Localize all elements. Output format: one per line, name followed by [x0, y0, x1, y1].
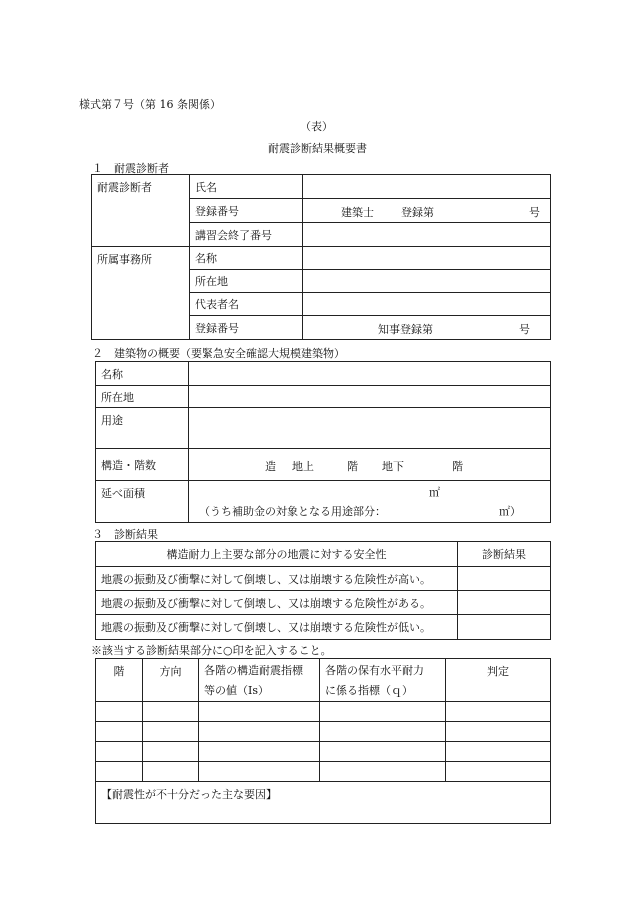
is-header-line1: 各階の構造耐震指標 [204, 664, 303, 677]
reg-dai-label: 登録第 [401, 206, 434, 219]
q-header-line2: に係る指標（ｑ） [325, 684, 413, 697]
page-title: 耐震診断結果概要書 [268, 142, 367, 155]
kai1-label: 階 [347, 460, 358, 473]
office-reg-no-label: 登録番号 [190, 316, 303, 340]
reg-no-label: 登録番号 [190, 199, 303, 223]
reg-no-field[interactable] [303, 199, 551, 223]
name-field[interactable] [303, 175, 551, 199]
form-number: 様式第７号（第 16 条関係） [79, 98, 221, 111]
diagnoser-label: 耐震診断者 [92, 175, 190, 247]
building-name-label: 名称 [96, 362, 189, 386]
q-header-line1: 各階の保有水平耐力 [325, 664, 424, 677]
name-label: 氏名 [190, 175, 303, 199]
representative-field[interactable] [303, 293, 551, 316]
judgment-column-header: 判定 [446, 659, 551, 702]
floor-cell[interactable] [96, 722, 143, 742]
floor-cell[interactable] [96, 762, 143, 782]
building-address-field[interactable] [189, 386, 551, 408]
use-label: 用途 [96, 408, 189, 449]
note-text: ※該当する診断結果部分に○印を記入すること。 [91, 644, 332, 657]
judgment-cell[interactable] [446, 722, 551, 742]
q-column-header [320, 659, 446, 702]
building-name-field[interactable] [189, 362, 551, 386]
section-3-heading: ３ 診断結果 [92, 528, 158, 541]
office-address-field[interactable] [303, 270, 551, 293]
result-row-some: 地震の振動及び衝撃に対して倒壊し、又は崩壊する危険性がある。 [96, 591, 458, 615]
governor-reg-label: 知事登録第 [378, 323, 433, 336]
structure-label: 構造・階数 [96, 449, 189, 481]
is-column-header [199, 659, 320, 702]
direction-cell[interactable] [143, 722, 199, 742]
judgment-cell[interactable] [446, 762, 551, 782]
main-factor-cell[interactable]: 【耐震性が不十分だった主な要因】 [96, 782, 551, 824]
m2-close-label: ㎡） [499, 505, 521, 518]
judgment-cell[interactable] [446, 742, 551, 762]
result-row-high: 地震の振動及び衝撃に対して倒壊し、又は崩壊する危険性が高い。 [96, 567, 458, 591]
chika-label: 地下 [382, 460, 404, 473]
office-reg-no-field[interactable] [303, 316, 551, 340]
floor-column-header: 階 [96, 659, 143, 702]
is-cell[interactable] [199, 762, 320, 782]
is-cell[interactable] [199, 742, 320, 762]
kai2-label: 階 [452, 460, 463, 473]
result-cell-low[interactable] [458, 615, 551, 640]
representative-label: 代表者名 [190, 293, 303, 316]
front-label: （表） [300, 120, 333, 133]
is-cell[interactable] [199, 722, 320, 742]
office-label: 所属事務所 [92, 247, 190, 340]
safety-column-header: 構造耐力上主要な部分の地震に対する安全性 [96, 542, 458, 567]
office-address-label: 所在地 [190, 270, 303, 293]
structure-field[interactable] [189, 449, 551, 481]
section-2-heading: ２ 建築物の概要（要緊急安全確認大規模建築物） [92, 347, 345, 360]
building-address-label: 所在地 [96, 386, 189, 408]
course-no-label: 講習会終了番号 [190, 223, 303, 247]
result-row-low: 地震の振動及び衝撃に対して倒壊し、又は崩壊する危険性が低い。 [96, 615, 458, 640]
floor-area-label: 延べ面積 [96, 481, 189, 523]
office-name-label: 名称 [190, 247, 303, 270]
direction-cell[interactable] [143, 702, 199, 722]
judgment-cell[interactable] [446, 702, 551, 722]
go2-label: 号 [519, 323, 530, 336]
floor-cell[interactable] [96, 742, 143, 762]
floor-area-field[interactable] [189, 481, 551, 523]
office-name-field[interactable] [303, 247, 551, 270]
result-cell-high[interactable] [458, 567, 551, 591]
result-cell-some[interactable] [458, 591, 551, 615]
direction-column-header: 方向 [143, 659, 199, 702]
floor-cell[interactable] [96, 702, 143, 722]
m2-label: ㎡ [429, 486, 440, 499]
q-cell[interactable] [320, 722, 446, 742]
is-cell[interactable] [199, 702, 320, 722]
go-label: 号 [529, 206, 540, 219]
use-field[interactable] [189, 408, 551, 449]
diagnoser-table [91, 174, 551, 340]
direction-cell[interactable] [143, 762, 199, 782]
result-table [95, 541, 551, 640]
q-cell[interactable] [320, 702, 446, 722]
q-cell[interactable] [320, 762, 446, 782]
course-no-field[interactable] [303, 223, 551, 247]
table-row [96, 742, 551, 762]
chijo-label: 地上 [292, 460, 314, 473]
architect-label: 建築士 [341, 206, 374, 219]
table-row [96, 762, 551, 782]
direction-cell[interactable] [143, 742, 199, 762]
building-table [95, 361, 551, 523]
table-row [96, 722, 551, 742]
subsidy-label: （うち補助金の対象となる用途部分： [199, 505, 386, 518]
q-cell[interactable] [320, 742, 446, 762]
is-header-line2: 等の値（Is） [204, 684, 269, 697]
floor-index-table [95, 658, 551, 824]
result-column-header: 診断結果 [458, 542, 551, 567]
section-1-heading: １ 耐震診断者 [92, 162, 169, 175]
table-row [96, 702, 551, 722]
zou-label: 造 [265, 460, 276, 473]
